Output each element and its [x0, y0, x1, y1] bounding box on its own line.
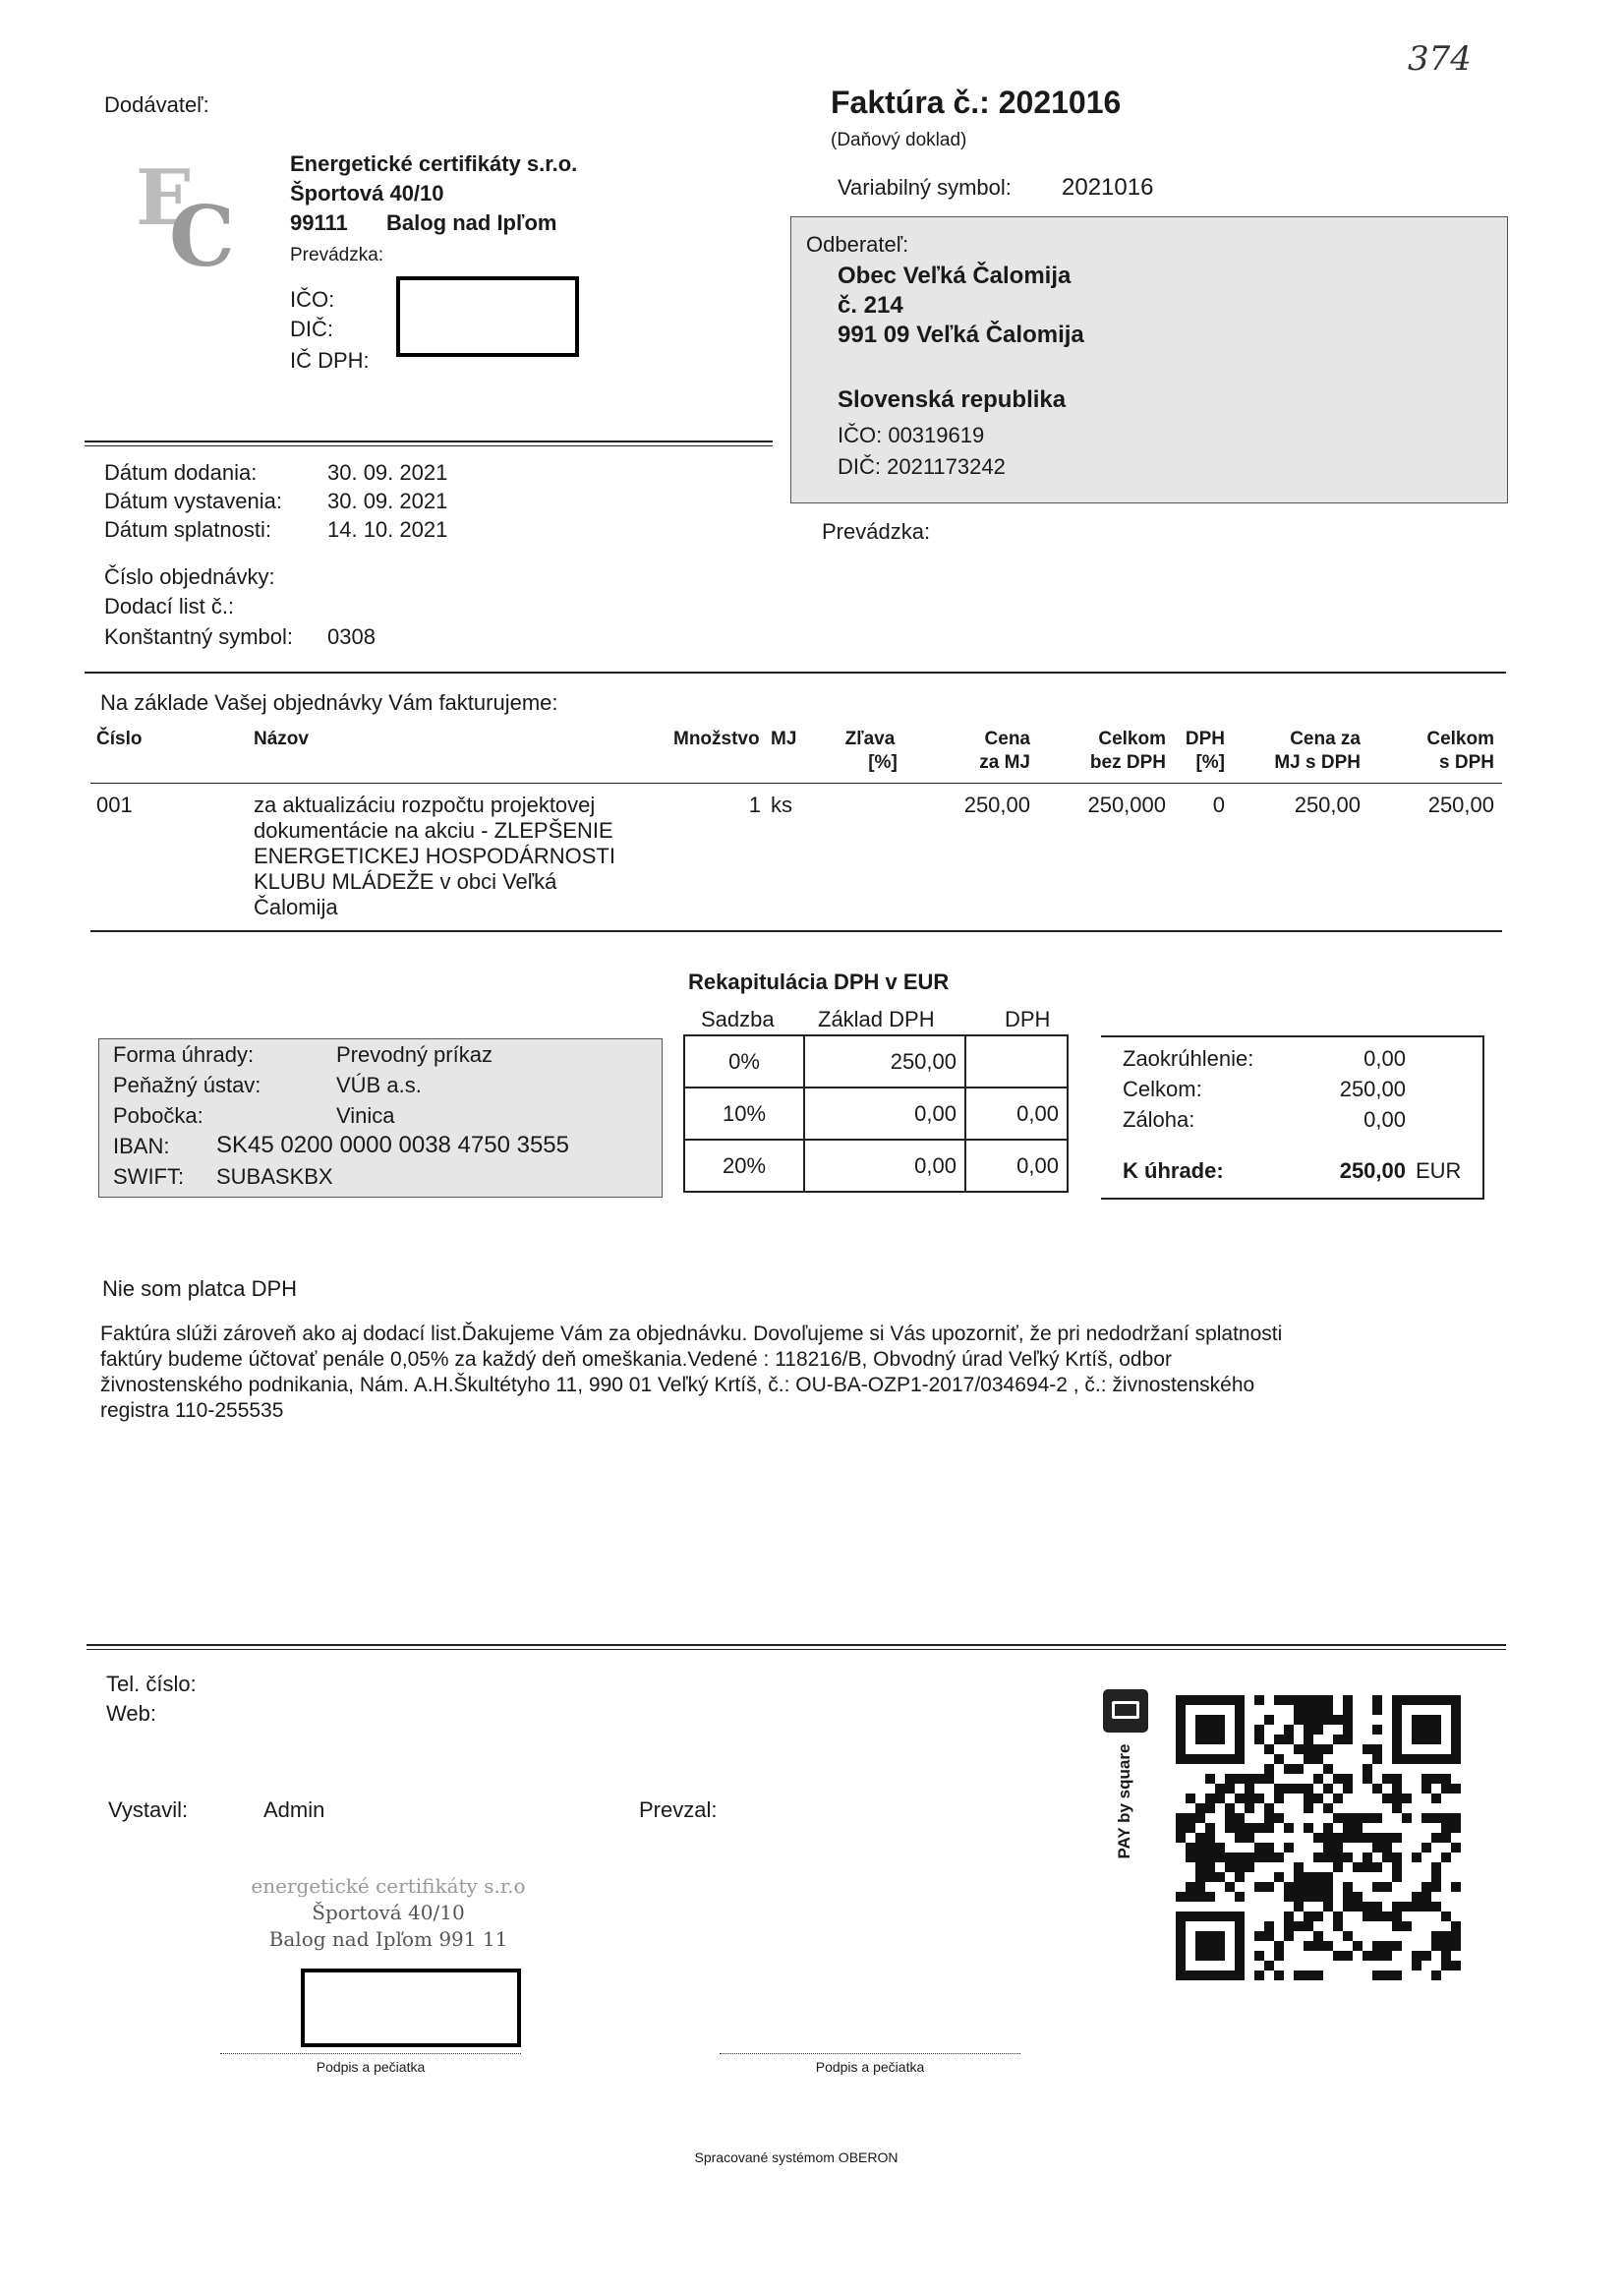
vat-rate: 10%: [684, 1088, 804, 1140]
vat-rate: 0%: [684, 1035, 804, 1088]
payment-qr-code: [1176, 1695, 1461, 1980]
invoice-subtitle: (Daňový doklad): [831, 130, 967, 150]
items-end-line: [90, 930, 1502, 932]
date-due: 14. 10. 2021: [327, 517, 448, 542]
deposit-value: 0,00: [1363, 1107, 1406, 1132]
customer-street: č. 214: [838, 292, 903, 319]
company-stamp: [251, 1873, 526, 1953]
item-cislo: 001: [96, 793, 133, 817]
customer-name: Obec Veľká Čalomija: [838, 263, 1072, 289]
supplier-icdph-label: IČ DPH:: [290, 348, 370, 373]
signature-label-issuer: Podpis a pečiatka: [316, 2059, 426, 2075]
col-nazov: Názov: [254, 729, 309, 749]
company-logo: [134, 155, 242, 273]
item-dph: 0: [1212, 793, 1225, 817]
col-cena-dph-2: MJ s DPH: [1274, 752, 1361, 773]
legal-line: Faktúra slúži zároveň ako aj dodací list.Ďakujeme Vám za objednávku. Dovoľujeme si Vás upozorniť, že pri nedodržaní splatnosti: [100, 1323, 1283, 1345]
legal-line: faktúry budeme účtovať penále 0,05% za každý deň omeškania.Vedené : 118216/B, Obvodný úrad Veľký Krtíš, odbor: [100, 1348, 1172, 1371]
payment-method-label: Forma úhrady:: [113, 1042, 255, 1067]
stamp-line: energetické certifikáty s.r.o: [251, 1874, 526, 1898]
col-zlava-2: [%]: [868, 752, 898, 773]
order-number-label: Číslo objednávky:: [104, 564, 275, 589]
variable-symbol-value: 2021016: [1062, 174, 1154, 201]
item-bez-dph: 250,000: [1087, 793, 1166, 817]
col-dph-2: [%]: [1195, 752, 1225, 773]
separator-left-2: [85, 445, 773, 446]
col-bez-dph-1: Celkom: [1098, 729, 1166, 749]
item-mj: ks: [771, 793, 792, 817]
swift-label: SWIFT:: [113, 1164, 185, 1189]
recap-col-dph: DPH: [1005, 1007, 1051, 1031]
customer-dic: DIČ: 2021173242: [838, 454, 1006, 479]
col-mnozstvo: Množstvo: [673, 729, 760, 749]
vat-amount: [965, 1035, 1068, 1088]
constant-symbol-value: 0308: [327, 624, 376, 649]
amount-due-label: K úhrade:: [1123, 1158, 1224, 1183]
supplier-city: Balog nad Ipľom: [386, 210, 557, 235]
col-s-dph: [1396, 728, 1494, 775]
col-bez-dph: [1072, 728, 1166, 775]
date-due-label: Dátum splatnosti:: [104, 517, 271, 542]
legal-paragraph: [100, 1322, 1282, 1424]
processed-by-note: Spracované systémom OBERON: [694, 2149, 899, 2165]
vat-base: 0,00: [804, 1088, 965, 1140]
invoice-title: Faktúra č.: 2021016: [831, 85, 1122, 120]
date-issue: 30. 09. 2021: [327, 489, 448, 513]
vat-row: [684, 1088, 1068, 1140]
delivery-note-label: Dodací list č.:: [104, 594, 235, 618]
supplier-label: Dodávateľ:: [104, 92, 209, 117]
col-mj: MJ: [771, 729, 797, 749]
vat-recap-table: [683, 1034, 1069, 1193]
amount-due-currency: EUR: [1416, 1158, 1462, 1183]
iban-label: IBAN:: [113, 1134, 170, 1158]
col-cena: [944, 728, 1030, 775]
recap-col-sadzba: Sadzba: [701, 1007, 775, 1031]
branch-label: Pobočka:: [113, 1103, 203, 1128]
stamp-line: Športová 40/10: [312, 1901, 465, 1924]
supplier-name: Energetické certifikáty s.r.o.: [290, 151, 578, 176]
total-value: 250,00: [1339, 1077, 1406, 1101]
separator-left: [85, 441, 773, 442]
paybysquare-label: PAY by square: [1115, 1743, 1133, 1859]
footer-separator: [87, 1644, 1506, 1646]
vat-rate: 20%: [684, 1140, 804, 1192]
bank-name: VÚB a.s.: [336, 1073, 422, 1097]
item-nazov-line: za aktualizáciu rozpočtu projektovej: [254, 793, 596, 817]
date-delivery-label: Dátum dodania:: [104, 460, 258, 485]
signature-line-receiver: [720, 2053, 1020, 2054]
supplier-zip: 99111: [290, 210, 348, 235]
vat-row: [684, 1035, 1068, 1088]
branch-name: Vinica: [336, 1103, 395, 1128]
issued-by-label: Vystavil:: [108, 1797, 189, 1822]
col-bez-dph-2: bez DPH: [1089, 752, 1166, 773]
payment-method: Prevodný príkaz: [336, 1042, 493, 1067]
svg-text:E: E: [136, 155, 195, 243]
item-nazov-line: dokumentácie na akciu - ZLEPŠENIE: [254, 818, 613, 843]
col-zlava: [831, 728, 909, 775]
swift-value: SUBASKBX: [216, 1164, 333, 1189]
recap-title: Rekapitulácia DPH v EUR: [688, 970, 950, 994]
customer-ico: IČO: 00319619: [838, 423, 985, 447]
legal-line: živnostenského podnikania, Nám. A.H.Škultétyho 11, 990 01 Veľký Krtíš, č.: OU-BA-OZP1-2017/034694-2 , č.: živnostenského: [100, 1374, 1255, 1396]
variable-symbol-label: Variabilný symbol:: [838, 175, 1012, 200]
received-by-label: Prevzal:: [639, 1797, 718, 1822]
item-mnozstvo: 1: [748, 793, 761, 817]
item-nazov-line: KLUBU MLÁDEŽE v obci Veľká: [254, 869, 557, 894]
intro-text: Na základe Vašej objednávky Vám fakturujeme:: [100, 690, 558, 715]
col-s-dph-2: s DPH: [1439, 752, 1494, 773]
handwritten-page-number: 374: [1408, 39, 1472, 79]
paybysquare-logo: [1103, 1689, 1148, 1733]
supplier-street: Športová 40/10: [290, 181, 444, 206]
item-cena: 250,00: [963, 793, 1030, 817]
item-cena-dph: 250,00: [1294, 793, 1361, 817]
deposit-label: Záloha:: [1123, 1107, 1195, 1132]
supplier-ico-label: IČO:: [290, 287, 335, 312]
legal-line: registra 110-255535: [100, 1399, 284, 1422]
customer-city: 991 09 Veľká Čalomija: [838, 322, 1084, 348]
col-dph-1: DPH: [1185, 729, 1225, 749]
iban-value: SK45 0200 0000 0038 4750 3555: [216, 1132, 570, 1158]
redaction-box: [301, 1969, 521, 2047]
customer-country: Slovenská republika: [838, 386, 1067, 413]
vat-payer-note: Nie som platca DPH: [102, 1276, 298, 1301]
total-label: Celkom:: [1123, 1077, 1202, 1101]
issued-by-name: Admin: [263, 1797, 325, 1822]
signature-label-receiver: Podpis a pečiatka: [815, 2059, 925, 2075]
items-header-line: [90, 783, 1502, 784]
item-nazov: [254, 793, 615, 920]
signature-line-issuer: [220, 2053, 521, 2054]
bank-label: Peňažný ústav:: [113, 1073, 261, 1097]
vat-base: 0,00: [804, 1140, 965, 1192]
stamp-line: Balog nad Ipľom 991 11: [268, 1927, 508, 1951]
col-s-dph-1: Celkom: [1426, 729, 1494, 749]
supplier-prevadzka-label: Prevádzka:: [290, 245, 384, 265]
customer-label: Odberateľ:: [806, 232, 909, 257]
col-zlava-1: Zľava: [844, 729, 896, 749]
svg-text:C: C: [169, 188, 235, 273]
col-cena-2: za MJ: [979, 752, 1030, 773]
col-cena-1: Cena: [984, 729, 1030, 749]
redaction-box: [396, 276, 579, 357]
customer-prevadzka-label: Prevádzka:: [822, 519, 931, 544]
date-delivery: 30. 09. 2021: [327, 460, 448, 485]
rounding-label: Zaokrúhlenie:: [1123, 1046, 1254, 1071]
footer-separator-2: [87, 1649, 1506, 1650]
vat-amount: 0,00: [965, 1088, 1068, 1140]
rounding-value: 0,00: [1363, 1046, 1406, 1071]
web-label: Web:: [106, 1701, 156, 1726]
col-dph: [1176, 728, 1225, 775]
amount-due-value: 250,00: [1339, 1158, 1406, 1183]
phone-label: Tel. číslo:: [106, 1672, 197, 1696]
col-cena-dph: [1258, 728, 1361, 775]
supplier-dic-label: DIČ:: [290, 317, 333, 341]
item-s-dph: 250,00: [1427, 793, 1494, 817]
date-issue-label: Dátum vystavenia:: [104, 489, 282, 513]
item-nazov-line: Čalomija: [254, 895, 338, 919]
item-nazov-line: ENERGETICKEJ HOSPODÁRNOSTI: [254, 844, 615, 868]
recap-col-zaklad: Základ DPH: [818, 1007, 935, 1031]
separator-full: [85, 672, 1506, 674]
vat-base: 250,00: [804, 1035, 965, 1088]
vat-amount: 0,00: [965, 1140, 1068, 1192]
vat-row: [684, 1140, 1068, 1192]
col-cislo: Číslo: [96, 729, 143, 749]
constant-symbol-label: Konštantný symbol:: [104, 624, 293, 649]
col-cena-dph-1: Cena za: [1290, 729, 1361, 749]
